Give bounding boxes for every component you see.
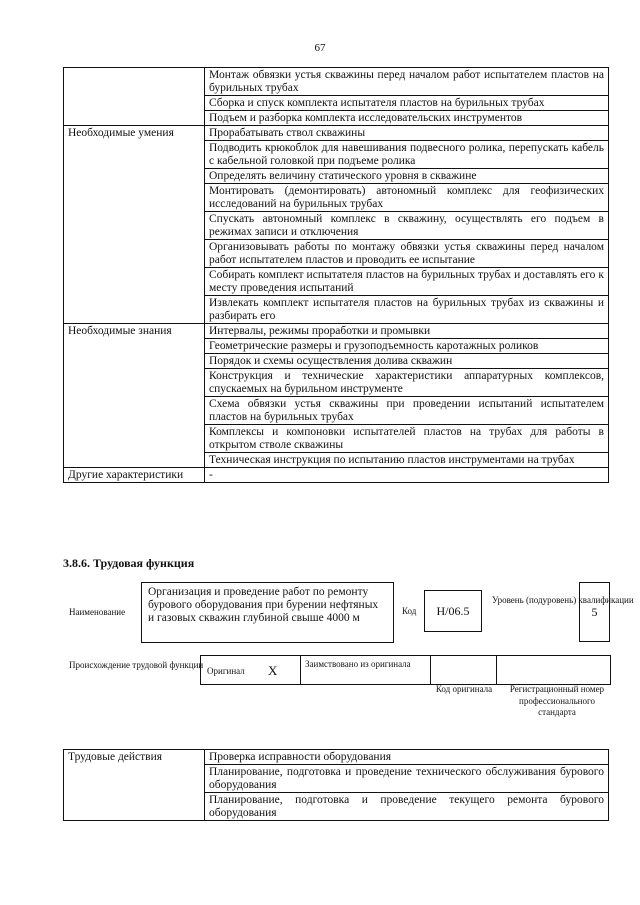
other-characteristics-value: - [205,468,609,483]
page-number: 67 [314,42,326,54]
level-label: Уровень (подуровень) квалификации [492,595,634,605]
origin-label: Происхождение трудовой функции [69,660,204,670]
table-row: Комплексы и компоновки испытателей пластов на трубах для работы в открытом стволе скважины [205,425,609,453]
table-row: Организовывать работы по монтажу обвязки устья скважины перед началом работ испытателем пластов и проводить ее испытание [205,240,609,268]
table-row: Извлекать комплект испытателя пластов на бурильных трубах из скважины и разбирать его [205,296,609,324]
table-row: Монтировать (демонтировать) автономный комплекс для геофизических исследований на бурильных трубах [205,184,609,212]
table-row: Конструкция и технические характеристики аппаратурных комплексов, спускаемых на бурильном инструменте [205,369,609,397]
work-actions-continued-cell [64,68,205,126]
table-row: Интервалы, режимы проработки и промывки [205,324,609,339]
original-label: Оригинал [207,666,245,676]
table-row: Подводить крюкоблок для навешивания подвесного ролика, перепускать кабель с кабельной головкой при подъеме ролика [205,141,609,169]
work-actions-table [63,749,609,821]
section-heading: 3.8.6. Трудовая функция [63,556,195,570]
requirements-table [63,67,609,483]
code-original-caption: Код оригинала [435,684,493,694]
table-row: Порядок и схемы осуществления долива скважин [205,354,609,369]
code-box: H/06.5 [424,590,482,632]
table-row: Определять величину статического уровня в скважине [205,169,609,184]
table-row: Схема обвязки устья скважины при проведении испытаний испытателем пластов на бурильных трубах [205,397,609,425]
level-box: 5 [579,582,610,642]
origin-row [200,655,611,685]
reg-number-cell [497,656,610,684]
original-cell [201,656,301,684]
table-row: Сборка и спуск комплекта испытателя пластов на бурильных трубах [205,96,609,111]
table-row: Монтаж обвязки устья скважины перед началом работ испытателем пластов на бурильных трубах [205,68,609,96]
original-mark: X [268,663,278,678]
table-row: Прорабатывать ствол скважины [205,126,609,141]
code-label: Код [402,606,417,616]
table-row: Проверка исправности оборудования [205,750,609,765]
knowledge-label: Необходимые знания [64,324,205,468]
table-row: Планирование, подготовка и проведение технического обслуживания бурового оборудования [205,765,609,793]
table-row: Планирование, подготовка и проведение текущего ремонта бурового оборудования [205,793,609,821]
table-row: Техническая инструкция по испытанию пластов инструментами на трубах [205,453,609,468]
table-row: Геометрические размеры и грузоподъемность каротажных роликов [205,339,609,354]
skills-label: Необходимые умения [64,126,205,324]
table-row: Спускать автономный комплекс в скважину, осуществлять его подъем в режимах записи и отключения [205,212,609,240]
code-original-cell [431,656,497,684]
function-name-box: Организация и проведение работ по ремонту бурового оборудования при бурении нефтяных и газовых скважин глубиной свыше 4000 м [141,582,394,643]
table-row: Подъем и разборка комплекта исследовательских инструментов [205,111,609,126]
table-row: Собирать комплект испытателя пластов на бурильных трубах и доставлять его к месту проведения испытаний [205,268,609,296]
work-actions-label: Трудовые действия [64,750,205,821]
other-characteristics-label: Другие характеристики [64,468,205,483]
name-label: Наименование [69,607,126,617]
reg-number-caption: Регистрационный номер профессионального стандарта [509,684,605,717]
borrowed-label: Заимствовано из оригинала [301,656,431,684]
